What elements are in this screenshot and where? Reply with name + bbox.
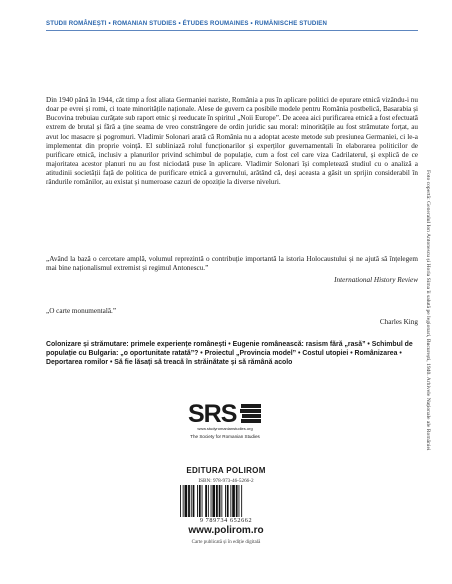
review-quote-1: „Având la bază o cercetare amplă, volumul reprezintă o contribuție importantă la istoria Holocaustului și ne ajută să înțelegem mai bine naționalismul extremist și regimul Antonescu.” — [46, 255, 418, 273]
book-stack-icon — [240, 404, 261, 423]
srs-logo-url: www.studyromanianstudies.org — [197, 426, 253, 431]
publisher-website: www.polirom.ro — [188, 525, 264, 536]
isbn-barcode — [178, 485, 274, 517]
cover-photo-credit: Foto copertă: Generalul Ion Antonescu și Horia Sima îi salută pe legionari, București, 1940. Arhivele Naționale ale României — [425, 170, 431, 451]
srs-logo-society: The Society for Romanian Studies — [190, 434, 260, 439]
review-quote-2: „O carte monumentală.” — [46, 307, 117, 315]
srs-logo-letters: SRS — [188, 400, 237, 428]
digital-edition-note: Carte publicată și în ediție digitală — [191, 540, 261, 545]
isbn-text: ISBN: 978-973-46-5266-2 — [198, 478, 254, 484]
series-divider — [46, 30, 418, 31]
review-source-2: Charles King — [379, 318, 418, 326]
book-description: Din 1940 până în 1944, cât timp a fost aliata Germaniei naziste, România a pus în aplicare politici de epurare etnică vizându-i nu doar pe evrei și romi, ci toate minoritățile naționale. Alese de guvern ca posibile modele pentru România postbelică, Basarabia și Bucovina trebuiau curățate sub raport etnic și reeducate în spiritul „Noii Europe”. De aceea aici purificarea etnică a fost efectuată extrem de brutal și fără a ține seama de vreo constrângere de ordin juridic sau moral: minoritățile au fost strămutate forțat, au avut loc masacre și pogromuri. Vladimir Solonari arată că România nu a adoptat aceste metode sub presiunea Germaniei, ci le-a implementat din proprie voință. El subliniază rolul funcționarilor și experților guvernamentali în elaborarea politicilor de purificare etnică, inclusiv a planurilor privind schimbul de populație, cum a fost cel care viza Cadrilaterul, și explică de ce majoritatea acestor planuri nu au fost niciodată puse în aplicare. Vladimir Solonari își completează studiul cu o analiză a atitudinii societății față de politica de purificare etnică a guvernului, arătând că, deși aceasta a găsit un sprijin considerabil în rândurile românilor, au existat și numeroase cazuri de opoziție la diverse niveluri. — [46, 96, 418, 187]
review-source-1: International History Review — [334, 276, 418, 284]
series-header: STUDII ROMÂNEȘTI • ROMANIAN STUDIES • ÉTUDES ROUMAINES • RUMÄNISCHE STUDIEN — [46, 20, 328, 27]
chapter-list: Colonizare și strămutare: primele experiențe românești • Eugenie românească: rasism fără „rasă” • Schimbul de populație cu Bulgaria: „o oportunitate ratată”? • Proiectul „Provincia model” • Costul utopiei • Românizarea • Deportarea romilor • Să fie lăsați să treacă în străinătate și să rămână acolo — [46, 341, 413, 367]
srs-logo — [185, 396, 265, 448]
barcode-number: 9 789734 652662 — [199, 517, 253, 524]
publisher-name: EDITURA POLIROM — [186, 466, 266, 475]
